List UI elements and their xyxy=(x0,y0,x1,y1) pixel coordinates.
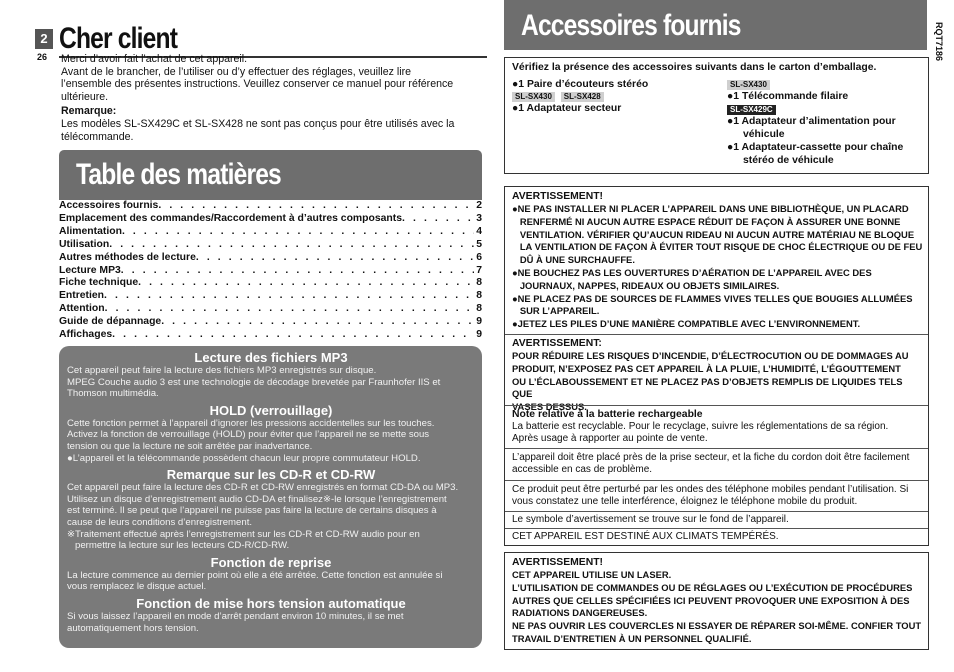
feature-text: La lecture commence au dernier point où elle a été arrêtée. Cette fonction est annulée si vous remplacez le disque actuel. xyxy=(67,569,443,593)
accessory-item: ●1 Télécommande filaire xyxy=(727,91,849,102)
toc-entry[interactable]: Fiche technique . . . 8 xyxy=(59,277,482,290)
page-sub-number: 26 xyxy=(37,52,48,62)
toc-entry[interactable]: Guide de dépannage . . . 9 xyxy=(59,316,482,329)
accessory-item: ●1 Adaptateur d’alimentation pour xyxy=(727,116,896,127)
battery-note-title: Note relative à la batterie rechargeable xyxy=(512,409,703,420)
intro-text xyxy=(61,53,486,143)
toc-entry[interactable]: Entretien . . . 8 xyxy=(59,290,482,303)
accessory-item: ●1 Adaptateur secteur xyxy=(512,103,622,114)
battery-note-text: La batterie est recyclable. Pour le recyclage, suivre les réglementations de sa région. Après usage à rapporter au pointe de vente. xyxy=(512,421,889,444)
feature-text: Si vous laissez l’appareil en mode d’arrêt pendant environ 10 minutes, il se met automatiquement hors tension. xyxy=(67,610,404,634)
divider xyxy=(505,448,928,449)
intro-line: ultérieure. xyxy=(61,90,109,103)
divider xyxy=(505,528,928,529)
feature-text: Cet appareil peut faire la lecture des CD-R et CD-RW enregistrés en format CD-DA ou MP3. Utilisez un disque d’enregistrement audio CD-DA et finalisez※-le lorsque l’enregistrement est terminé. Il se peut que l’appareil ne puisse pas faire la lecture de certains disques à cause de leurs conditions d’enregistrement. ※Traitement effectué après l’enregistrement sur les CD-R et CD-RW audio pour en permettre la lecture sur les lecteurs CD-R/CD-RW. xyxy=(67,482,459,552)
accessory-item: ●1 Paire d’écouteurs stéréo xyxy=(512,79,649,90)
toc-list xyxy=(59,200,482,342)
feature-text: Cette fonction permet à l’appareil d’ignorer les pressions accidentelles sur les touches. Activez la fonction de verrouillage (HOLD) pour éviter que l’appareil ne se mette sous tension ou que la lecture ne soit arrêtée par inadvertance. ●L’appareil et la télécommande possèdent chacun leur propre commutateur HOLD. xyxy=(67,417,435,464)
accessories-title: Accessoires fournis xyxy=(521,9,741,42)
model-tag: SL-SX428 xyxy=(561,92,604,102)
accessories-left xyxy=(512,78,717,115)
note-text: Le symbole d’avertissement se trouve sur le fond de l’appareil. xyxy=(512,514,789,525)
model-tag: SL-SX430 xyxy=(727,80,770,90)
accessory-item: ●1 Adaptateur-cassette pour chaîne xyxy=(727,142,904,153)
toc-entry[interactable]: Accessoires fournis . . . 2 xyxy=(59,200,482,213)
warning-text: CET APPAREIL UTILISE UN LASER. L’UTILISATION DE COMMANDES OU DE RÉGLAGES OU L’EXÉCUTION DE PROCÉDURES AUTRES QUE CELLES SPÉCIFIÉES ICI PEUVENT PROVOQUER UNE EXPOSITION À DES RADIATIONS DANGEREUSES. NE PAS OUVRIR LES COUVERCLES NI ESSAYER DE RÉPARER SOI-MÊME. CONFIER TOUT TRAVAIL D’ENTRETIEN À UN PERSONNEL QUALIFIÉ. xyxy=(512,569,922,644)
warnings-box xyxy=(504,186,929,546)
intro-line: l’ensemble des présentes instructions. Veuillez conserver ce manuel pour référence xyxy=(61,78,454,91)
divider xyxy=(505,334,928,335)
toc-entry[interactable]: Autres méthodes de lecture . . . 6 xyxy=(59,252,482,265)
remark-line: Les modèles SL-SX429C et SL-SX428 ne sont pas conçus pour être utilisés avec la xyxy=(61,117,455,130)
accessories-banner xyxy=(504,0,927,50)
remark-line: télécommande. xyxy=(61,130,134,143)
note-text: Ce produit peut être perturbé par les ondes des téléphone mobiles pendant l’utilisation. Si vous constatez une telle interférence, éloignez le téléphone mobile du produit. xyxy=(512,484,909,507)
toc-entry[interactable]: Emplacement des commandes/Raccordement à d’autres composants . . . 3 xyxy=(59,213,482,226)
toc-banner xyxy=(59,150,482,200)
intro-line: Avant de le brancher, de l’utiliser ou d’y effectuer des réglages, veuillez lire xyxy=(61,65,411,78)
model-tag: SL-SX429C xyxy=(727,105,776,115)
feature-heading: Remarque sur les CD-R et CD-RW xyxy=(166,467,376,483)
accessories-check-text: Vérifiez la présence des accessoires suivants dans le carton d’emballage. xyxy=(512,62,877,73)
accessories-right xyxy=(727,79,923,167)
divider xyxy=(505,480,928,481)
toc-entry[interactable]: Affichages . . . 9 xyxy=(59,329,482,342)
note-text: CET APPAREIL EST DESTINÉ AUX CLIMATS TEMPÉRÉS. xyxy=(512,531,779,542)
remark-label: Remarque: xyxy=(61,105,117,118)
toc-title: Table des matières xyxy=(76,158,281,191)
divider xyxy=(505,511,928,512)
warning-title: AVERTISSEMENT! xyxy=(512,557,604,568)
feature-text: Cet appareil peut faire la lecture des fichiers MP3 enregistrés sur disque. MPEG Couche audio 3 est une technologie de décodage brevetée par Fraunhofer IIS et Thomson multimédia. xyxy=(67,365,441,400)
warning-title: AVERTISSEMENT! xyxy=(512,191,604,202)
feature-heading: Lecture des fichiers MP3 xyxy=(194,350,348,365)
toc-entry[interactable]: Attention . . . 8 xyxy=(59,303,482,316)
document-code: RQT7186 xyxy=(934,22,944,62)
toc-entry[interactable]: Lecture MP3 . . . 7 xyxy=(59,265,482,278)
feature-heading: Fonction de reprise xyxy=(210,554,332,570)
feature-heading: HOLD (verrouillage) xyxy=(209,402,333,418)
features-box xyxy=(59,346,482,648)
intro-title: Cher client xyxy=(59,22,178,55)
intro-line: Merci d’avoir fait l’achat de cet appareil. xyxy=(61,53,248,65)
toc-entry[interactable]: Alimentation . . . 4 xyxy=(59,226,482,239)
toc-entry[interactable]: Utilisation . . . 5 xyxy=(59,239,482,252)
accessory-item: véhicule xyxy=(743,129,785,140)
page-number: 2 xyxy=(35,29,53,49)
warning-title: AVERTISSEMENT: xyxy=(512,338,602,349)
laser-warning-box xyxy=(504,552,929,650)
feature-heading: Fonction de mise hors tension automatique xyxy=(136,595,406,611)
accessories-box xyxy=(504,57,929,174)
accessory-item: stéréo de véhicule xyxy=(743,155,834,166)
model-tag: SL-SX430 xyxy=(512,92,555,102)
warning-text: POUR RÉDUIRE LES RISQUES D’INCENDIE, D’ÉLECTROCUTION OU DE DOMMAGES AU PRODUIT, N’EXPOSEZ PAS CET APPAREIL À LA PLUIE, L’HUMIDITÉ, L’ÉGOUTTEMENT OU L’ÉCLABOUSSEMENT ET NE PLACEZ PAS D’OBJETS REMPLIS DE LIQUIDES TELS QUE VASES DESSUS. xyxy=(512,350,909,413)
note-text: L’appareil doit être placé près de la prise secteur, et la fiche du cordon doit être facilement accessible en cas de problème. xyxy=(512,452,910,475)
divider xyxy=(505,405,928,406)
warning-text: ●NE PAS INSTALLER NI PLACER L’APPAREIL DANS UNE BIBLIOTHÈQUE, UN PLACARD RENFERMÉ NI AUCUN AUTRE ESPACE RÉDUIT DE FAÇON À ASSURER UNE BONNE VENTILATION. VÉRIFIER QU’AUCUN RIDEAU NI AUCUN AUTRE MATÉRIAU NE BLOQUE LA VENTILATION DE FAÇON À ÉVITER TOUT RISQUE DE CHOC ÉLECTRIQUE OU DE FEU DÛ À UNE SURCHAUFFE. ●NE BOUCHEZ PAS LES OUVERTURES D’AÉRATION DE L’APPAREIL AVEC DES JOURNAUX, NAPPES, RIDEAUX OU OBJETS SIMILAIRES. ●NE PLACEZ PAS DE SOURCES DE FLAMMES VIVES TELLES QUE BOUGIES ALLUMÉES SUR L’APPAREIL. ●JETEZ LES PILES D’UNE MANIÈRE COMPATIBLE AVEC L’ENVIRONNEMENT. xyxy=(512,203,923,330)
